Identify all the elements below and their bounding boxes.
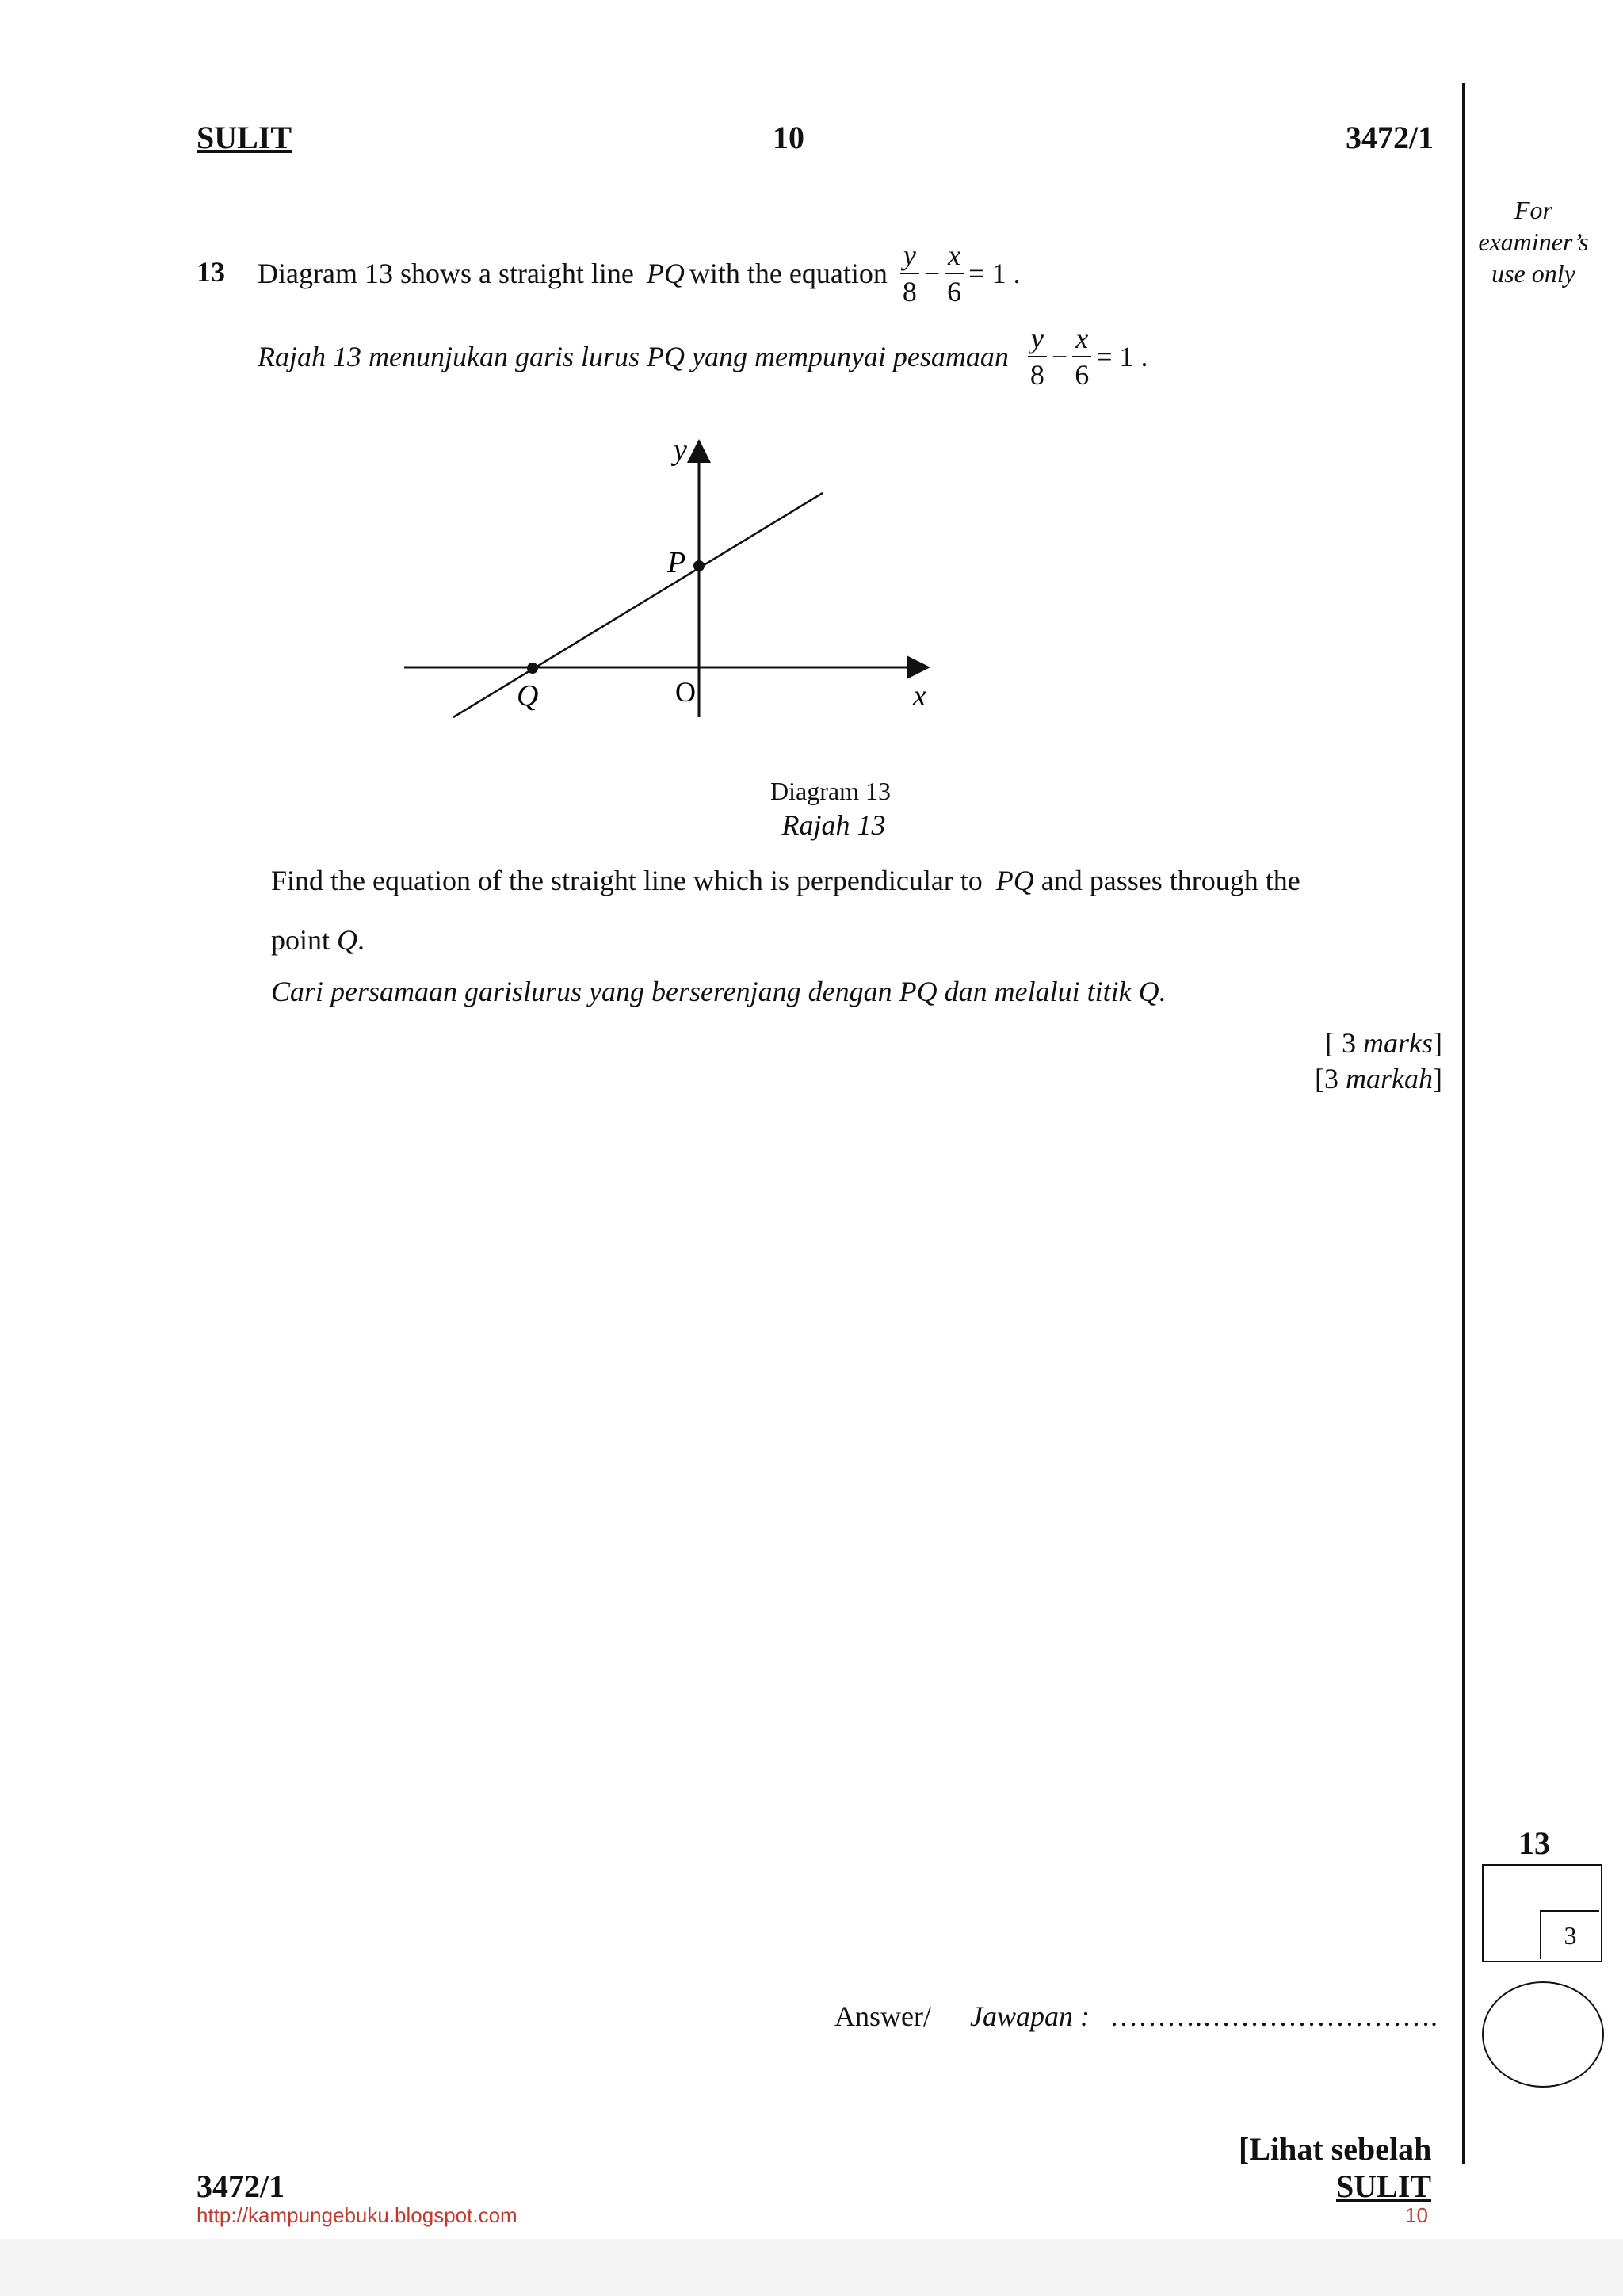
point-p-label: P <box>667 546 686 579</box>
answer-label-ms: Jawapan : <box>969 2000 1090 2032</box>
point-q-label: Q <box>517 679 539 712</box>
margin-divider <box>1462 83 1465 2164</box>
examiner-note-line-3: use only <box>1491 259 1575 288</box>
question-text-en-part2: with the equation <box>689 258 888 289</box>
y-axis-label: y <box>674 434 687 467</box>
diagram-13 <box>388 428 959 729</box>
marks-ms-word: markah <box>1346 1063 1433 1095</box>
line-pq <box>453 493 823 717</box>
eq-ms-minus: − <box>1051 341 1068 372</box>
point-p-marker <box>693 560 705 571</box>
examiner-note-line-1: For <box>1514 196 1552 224</box>
eq-num-x: x <box>945 238 964 274</box>
equation-fraction-x6-ms <box>1072 321 1091 392</box>
question-text-en <box>258 238 1020 309</box>
question-text-ms-body: Rajah 13 menunjukan garis lurus PQ yang mempunyai pesamaan <box>258 341 1009 372</box>
eq-den-8: 8 <box>902 276 917 308</box>
eq-ms-rhs: = 1 . <box>1096 341 1148 372</box>
instruction-ms: Cari persamaan garislurus yang berserenjang dengan PQ dan melalui titik Q. <box>271 976 1167 1007</box>
marks-ms-num: [3 <box>1315 1063 1338 1095</box>
answer-dots: ……….……………………. <box>1109 2000 1438 2032</box>
footer-page-number: 10 <box>1405 2203 1428 2227</box>
eq-ms-den-8: 8 <box>1029 359 1044 391</box>
marks-en-close: ] <box>1433 1027 1442 1059</box>
score-box-max-marks: 3 <box>1540 1910 1599 1959</box>
instruction-pq: PQ <box>995 865 1034 896</box>
eq-ms-num-y: y <box>1028 321 1047 357</box>
score-circle <box>1482 1981 1604 2088</box>
footer-url-link[interactable]: http://kampungebuku.blogspot.com <box>197 2203 517 2227</box>
question-line-pq: PQ <box>646 258 685 289</box>
equation-fraction-y8 <box>900 238 919 309</box>
eq-rhs: = 1 . <box>968 258 1021 289</box>
header-paper-code: 3472/1 <box>1346 120 1434 155</box>
answer-line <box>834 2000 1438 2033</box>
x-axis-label: x <box>913 679 926 712</box>
marks-en-word: marks <box>1363 1027 1433 1059</box>
diagram-caption-en: Diagram 13 <box>770 777 891 805</box>
equation-fraction-y8-ms <box>1028 321 1047 392</box>
instruction-en-line2 <box>271 923 365 957</box>
footer-turn-over: [Lihat sebelah <box>1239 2131 1432 2167</box>
instruction-en-part2: and passes through the <box>1041 865 1300 896</box>
instruction-point-q: Q <box>337 924 358 956</box>
marks-ms <box>1315 1062 1442 1095</box>
eq-den-6: 6 <box>947 276 962 308</box>
instruction-en-line1 <box>271 864 1300 897</box>
question-text-en-part1: Diagram 13 shows a straight line <box>258 258 634 289</box>
header-sulit: SULIT <box>197 120 292 155</box>
instruction-en-part1: Find the equation of the straight line which is perpendicular to <box>271 865 983 896</box>
answer-label-en: Answer/ <box>834 2000 931 2032</box>
examiner-note <box>1470 194 1597 289</box>
point-q-marker <box>527 663 538 674</box>
instruction-dot: . <box>357 924 365 956</box>
header-page-number: 10 <box>773 120 804 155</box>
question-text-ms <box>258 321 1148 392</box>
question-number: 13 <box>197 256 225 288</box>
examiner-note-line-2: examiner’s <box>1478 227 1589 256</box>
marks-ms-close: ] <box>1433 1063 1442 1095</box>
footer-sulit: SULIT <box>1336 2168 1432 2204</box>
origin-label: O <box>675 676 696 708</box>
instruction-point-word: point <box>271 924 330 956</box>
eq-ms-den-6: 6 <box>1075 359 1090 391</box>
eq-num-y: y <box>900 238 919 274</box>
marks-en <box>1325 1026 1442 1060</box>
footer-paper-code: 3472/1 <box>197 2168 285 2204</box>
score-box-question-number: 13 <box>1518 1825 1550 1861</box>
diagram-caption-ms: Rajah 13 <box>781 809 886 841</box>
page-bottom-band <box>0 2239 1623 2296</box>
eq-minus: − <box>923 258 941 289</box>
equation-fraction-x6 <box>945 238 964 309</box>
eq-ms-num-x: x <box>1072 321 1091 357</box>
marks-en-num: [ 3 <box>1325 1027 1356 1059</box>
